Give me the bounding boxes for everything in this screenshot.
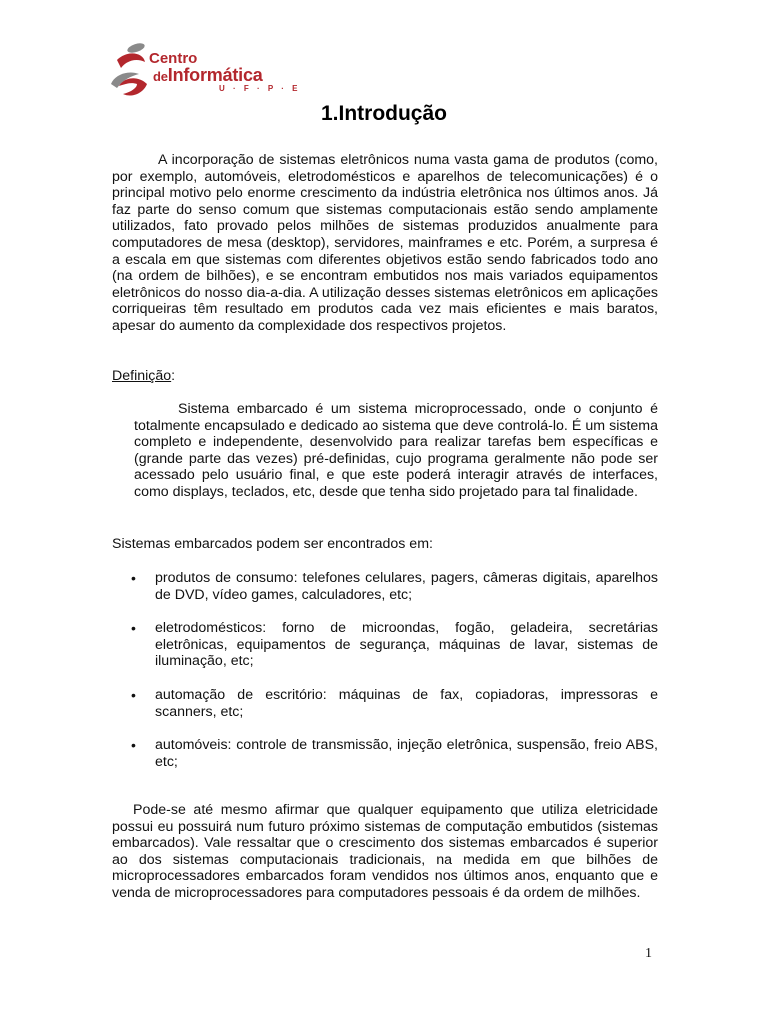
list-item-text: eletrodomésticos: forno de microondas, fogão, geladeira, secretárias eletrônicas, equipamentos de segurança, máquinas de lavar, sistemas de iluminação, etc; xyxy=(155,620,658,670)
list-item-text: automação de escritório: máquinas de fax, copiadoras, impressoras e scanners, etc; xyxy=(155,686,658,720)
list-intro: Sistemas embarcados podem ser encontrados em: xyxy=(112,536,433,552)
logo-text-de: de xyxy=(153,69,168,84)
bullet-icon: • xyxy=(131,737,136,754)
definition-heading xyxy=(112,368,175,385)
list-item-text: produtos de consumo: telefones celulares, pagers, câmeras digitais, aparelhos de DVD, vídeo games, calculadores, etc; xyxy=(155,570,658,603)
bullet-icon: • xyxy=(131,570,136,586)
definition-text: Sistema embarcado é um sistema microprocessado, onde o conjunto é totalmente encapsulado e dedicado ao sistema que deve controlá-lo. É um sistema completo e independente, desenvolvido para realizar tarefas bem específicas e (grande parte das vezes) pré-definidas, cujo programa geralmente não pode ser acessado pelo usuário final, e que este poderá interagir através de interfaces, como displays, teclados, etc, desde que tenha sido projetado para tal finalidade. xyxy=(134,401,658,500)
list-item xyxy=(131,570,658,603)
intro-paragraph: A incorporação de sistemas eletrônicos numa vasta gama de produtos (como, por exemplo, automóveis, eletrodomésticos e aparelhos de telecomunicações) é o principal motivo pelo enorme crescimento da indústria eletrônica nos últimos anos. Já faz parte do senso comum que sistemas computacionais estão sendo amplamente utilizados, fato provado pelos milhões de sistemas produzidos anualmente para computadores de mesa (desktop), servidores, mainframes e etc. Porém, a surpresa é a escala em que sistemas com diferentes objetivos estão sendo fabricados todo ano (na ordem de bilhões), e se encontram embutidos nos mais variados equipamentos eletrônicos do nosso dia-a-dia. A utilização desses sistemas eletrônicos em aplicações corriqueiras têm resultado em produtos cada vez mais eficientes e mais baratos, apesar do aumento da complexidade dos respectivos projetos. xyxy=(112,152,658,334)
logo-text-informatica xyxy=(153,66,263,86)
closing-paragraph: Pode-se até mesmo afirmar que qualquer equipamento que utiliza eletricidade possui eu possuirá num futuro próximo sistemas de computação embutidos (sistemas embarcados). Vale ressaltar que o crescimento dos sistemas embarcados é superior ao dos sistemas computacionais tradicionais, na medida em que bilhões de microprocessadores embarcados foram vendidos nos últimos anos, enquanto que e venda de microprocessadores para computadores pessoais é da ordem de milhões. xyxy=(112,802,658,901)
list-item xyxy=(131,737,658,770)
definition-label-colon: : xyxy=(171,368,176,384)
centro-de-informatica-logo xyxy=(109,40,301,100)
logo-text-informatica-main: Informática xyxy=(167,65,263,85)
bullet-icon: • xyxy=(131,686,136,703)
logo-subtitle-ufpe: U · F · P · E xyxy=(219,84,301,93)
usage-list xyxy=(131,570,658,787)
bullet-icon: • xyxy=(131,620,136,637)
list-item xyxy=(131,620,658,670)
logo-text-centro: Centro xyxy=(149,50,198,67)
list-item xyxy=(131,687,658,720)
page-number: 1 xyxy=(645,946,652,961)
definition-label: Definição xyxy=(112,368,172,384)
section-title: 1.Introdução xyxy=(320,102,447,125)
list-item-text: automóveis: controle de transmissão, injeção eletrônica, suspensão, freio ABS, etc; xyxy=(155,737,658,770)
